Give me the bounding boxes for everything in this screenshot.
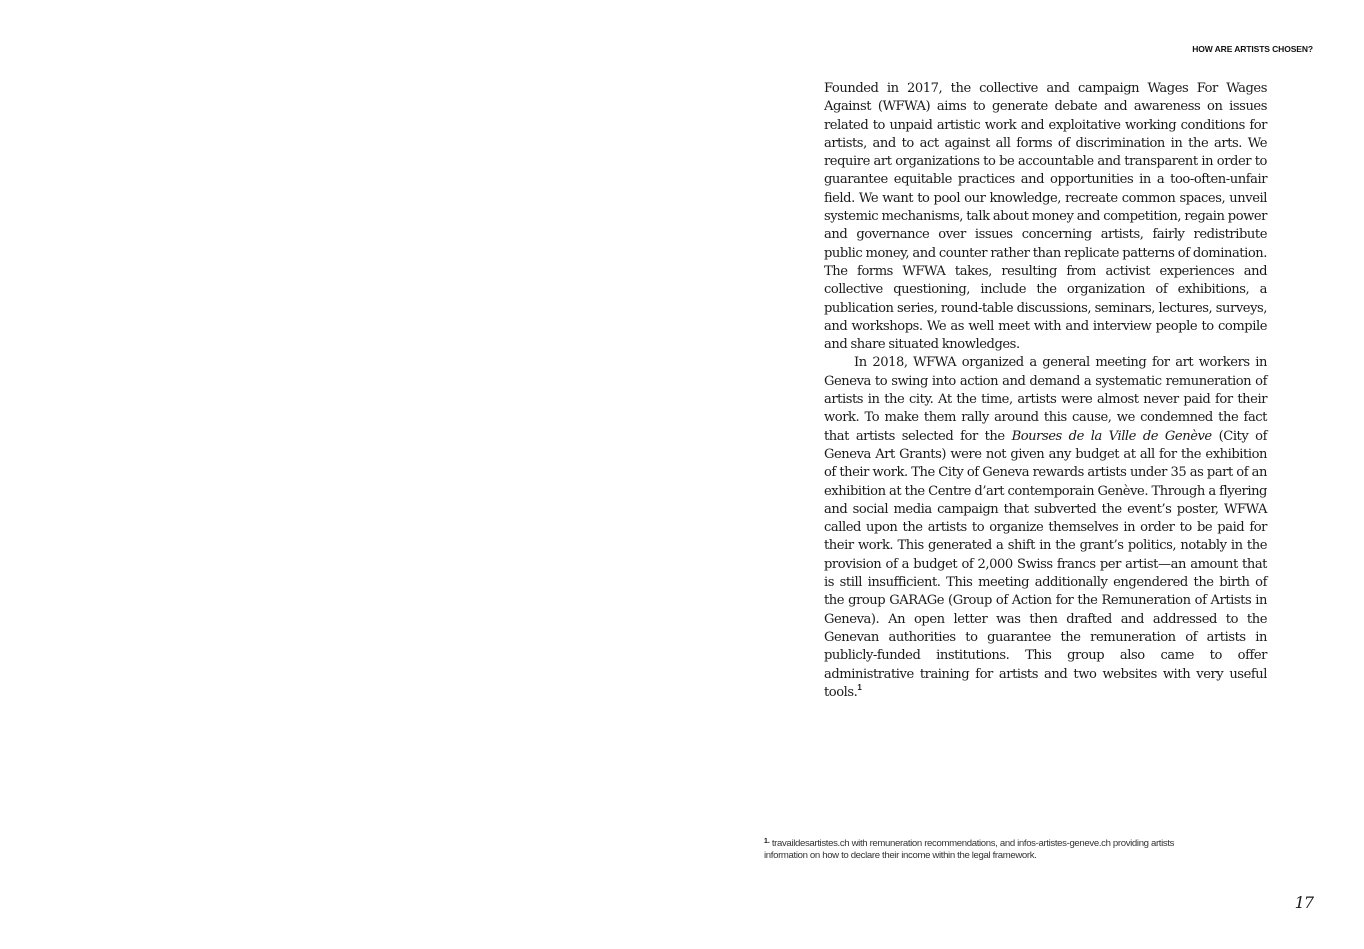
paragraph-2	[824, 354, 1267, 702]
paragraph-1: Founded in 2017, the collective and campaign Wages For Wages Against (WFWA) aims to generate debate and awareness on issues related to unpaid artistic work and exploitative working conditions for artists, and to act against all forms of discrimination in the arts. We require art organizations to be accountable and transparent in order to guarantee equitable practices and opportunities in a too-often-unfair field. We want to pool our knowledge, recreate common spaces, unveil systemic mechanisms, talk about money and competition, regain power and governance over issues concerning artists, fairly redistribute public money, and counter rather than replicate patterns of domination. The forms WFWA takes, resulting from activist experiences and collective questioning, include the organization of exhibitions, a publication series, round-table discussions, seminars, lectures, surveys, and workshops. We as well meet with and interview people to compile and share situated knowledges.	[824, 81, 1267, 353]
main-text	[824, 80, 1267, 702]
paragraph-2-text-a: In 2018, WFWA organized a general meeting for art workers in Geneva to swing into action and demand a systematic remuneration of artists in the city. At the time, artists were almost never paid for their work. To make them rally around this cause, we condemned the fact that artists selected for the	[824, 355, 1267, 444]
footnote-text: travaildesartistes.ch with remuneration recommendations, and infos-artistes-geneve.ch providing artists information on how to declare their income within the legal framework.	[764, 838, 1175, 861]
running-header: HOW ARE ARTISTS CHOSEN?	[1192, 44, 1313, 54]
footnote	[764, 838, 1204, 862]
footnote-number: 1.	[764, 838, 770, 845]
footnote-reference[interactable]: 1	[857, 682, 862, 692]
page-number: 17	[1294, 893, 1313, 912]
grant-name-italic: Bourses de la Ville de Genève	[1011, 428, 1212, 444]
paragraph-2-text-b: (City of Geneva Art Grants) were not given any budget at all for the exhibition of their work. The City of Geneva rewards artists under 35 as part of an exhibition at the Centre d’art contemporain Genève. Through a flyering and social media campaign that subverted the event’s poster, WFWA called upon the artists to organize themselves in order to be paid for their work. This generated a shift in the grant’s politics, notably in the provision of a budget of 2,000 Swiss francs per artist—an amount that is still insufficient. This meeting additionally engendered the birth of the group GARAGe (Group of Action for the Remuneration of Artists in Geneva). An open letter was then drafted and addressed to the Genevan authorities to guarantee the remuneration of artists in publicly-funded institutions. This group also came to offer administrative training for artists and two websites with very useful tools.	[824, 428, 1267, 700]
